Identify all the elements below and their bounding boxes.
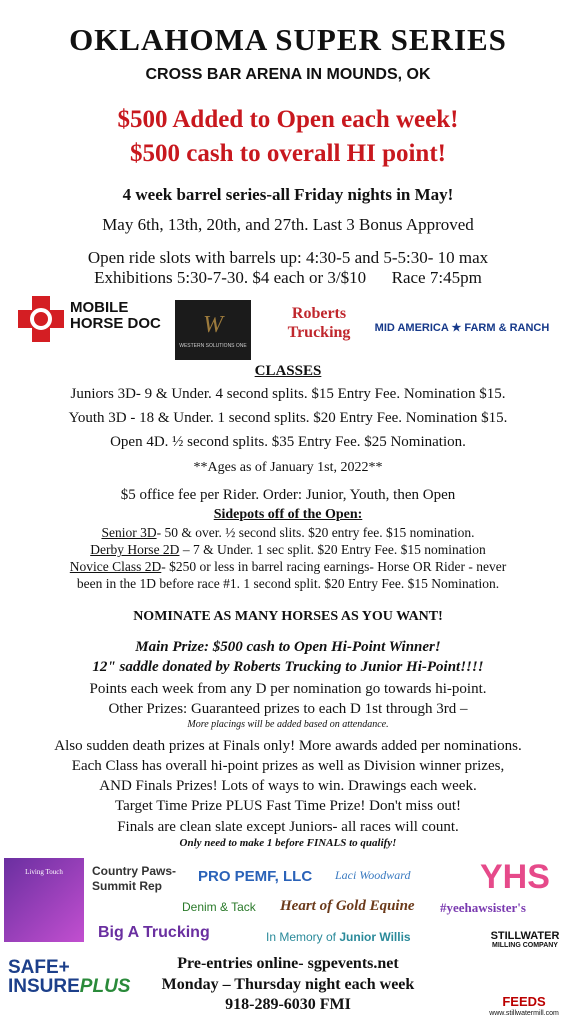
- roberts-trucking-logo: Roberts Trucking: [287, 305, 351, 341]
- ages-line: **Ages as of January 1st, 2022**: [193, 460, 383, 475]
- series-line: 4 week barrel series-all Friday nights in May!: [122, 185, 454, 204]
- points-line: Points each week from any D per nomination go towards hi-point.: [89, 681, 487, 697]
- phone-line: 918-289-6030 FMI: [225, 996, 351, 1013]
- heart-of-gold-logo: Heart of Gold Equine: [280, 898, 415, 914]
- novice-line-2: been in the 1D before race #1. 1 second split. $20 Entry Fee. $15 Nomination.: [76, 576, 500, 591]
- stillwater-logo: STILLWATER MILLING COMPANY: [490, 930, 560, 949]
- derby-line: Derby Horse 2D – 7 & Under. 1 sec split. $20 Entry Fee. $15 nomination: [90, 542, 486, 557]
- classes-heading: CLASSES: [254, 363, 322, 379]
- added-money-line: $500 Added to Open each week!: [117, 106, 459, 133]
- laci-woodward-logo: Laci Woodward: [335, 868, 411, 882]
- mobile-horse-doc-logo: MOBILE HORSE DOC: [70, 299, 161, 332]
- denim-tack-logo: Denim & Tack: [182, 900, 256, 914]
- finals-prizes-line: AND Finals Prizes! Lots of ways to win. Drawings each week.: [99, 778, 477, 794]
- clean-slate-line: Finals are clean slate except Juniors- all races will count.: [117, 819, 459, 835]
- office-fee-line: $5 office fee per Rider. Order: Junior, Youth, then Open: [120, 487, 456, 503]
- qualify-line: Only need to make 1 before FINALS to qualify!: [179, 837, 397, 849]
- safe-insure-plus-logo: SAFE+ INSUREPLUS: [8, 957, 131, 997]
- venue-line: CROSS BAR ARENA IN MOUNDS, OK: [145, 66, 431, 83]
- page-title: OKLAHOMA SUPER SERIES: [69, 22, 507, 57]
- pre-entries-line: Pre-entries online- sgpevents.net: [177, 955, 399, 972]
- novice-line: Novice Class 2D- $250 or less in barrel racing earnings- Horse OR Rider - never: [69, 559, 507, 574]
- senior-line: Senior 3D- 50 & over. ½ second slits. $20 entry fee. $15 nomination.: [101, 525, 475, 540]
- yhs-logo: YHS: [480, 858, 550, 896]
- big-a-trucking-logo: Big A Trucking: [98, 924, 210, 941]
- western-solutions-logo: W WESTERN SOLUTIONS ONE: [175, 300, 251, 360]
- other-prizes-line: Other Prizes: Guaranteed prizes to each D 1st through 3rd –: [108, 701, 468, 717]
- dates-line: May 6th, 13th, 20th, and 27th. Last 3 Bonus Approved: [102, 215, 474, 234]
- pro-pemf-logo: PRO PEMF, LLC: [198, 868, 313, 885]
- mid-america-farm-ranch-logo: MID AMERICA ★ FARM & RANCH: [374, 322, 550, 334]
- target-time-line: Target Time Prize PLUS Fast Time Prize! Don't miss out!: [115, 798, 461, 814]
- main-prize-line: Main Prize: $500 cash to Open Hi-Point Winner!: [135, 639, 441, 655]
- stillwater-url: www.stillwatermill.com: [489, 1010, 559, 1017]
- yeehaw-sisters-logo: #yeehawsister's: [440, 900, 526, 915]
- sidepots-heading: Sidepots off of the Open:: [213, 507, 363, 522]
- w-monogram-icon: W: [203, 312, 223, 338]
- country-paws-logo: Country Paws- Summit Rep: [92, 864, 177, 893]
- hipoint-money-line: $500 cash to overall HI point!: [130, 140, 446, 167]
- red-cross-horseshoe-icon: [18, 296, 64, 342]
- open-ride-line: Open ride slots with barrels up: 4:30-5 and 5-5:30- 10 max: [87, 248, 489, 267]
- nominate-line: NOMINATE AS MANY HORSES AS YOU WANT!: [133, 609, 443, 624]
- living-touch-logo: Living Touch: [4, 858, 84, 942]
- youth-line: Youth 3D - 18 & Under. 1 second splits. $20 Entry Fee. Nomination $15.: [68, 410, 508, 426]
- saddle-line: 12" saddle donated by Roberts Trucking to Junior Hi-Point!!!!: [92, 659, 484, 675]
- hipoint-class-line: Each Class has overall hi-point prizes as well as Division winner prizes,: [71, 758, 505, 774]
- juniors-line: Juniors 3D- 9 & Under. 4 second splits. $15 Entry Fee. Nomination $15.: [70, 386, 506, 402]
- in-memory-logo: In Memory of Junior Willis: [266, 930, 411, 944]
- exhibitions-line: Exhibitions 5:30-7-30. $4 each or 3/$10 Race 7:45pm: [94, 268, 482, 287]
- monday-thursday-line: Monday – Thursday night each week: [161, 976, 415, 993]
- sudden-death-line: Also sudden death prizes at Finals only! More awards added per nominations.: [54, 738, 522, 754]
- more-placings-line: More placings will be added based on attendance.: [187, 719, 389, 730]
- am-feeds-logo: FEEDS: [502, 994, 546, 1009]
- open-line: Open 4D. ½ second splits. $35 Entry Fee. $25 Nomination.: [110, 434, 466, 450]
